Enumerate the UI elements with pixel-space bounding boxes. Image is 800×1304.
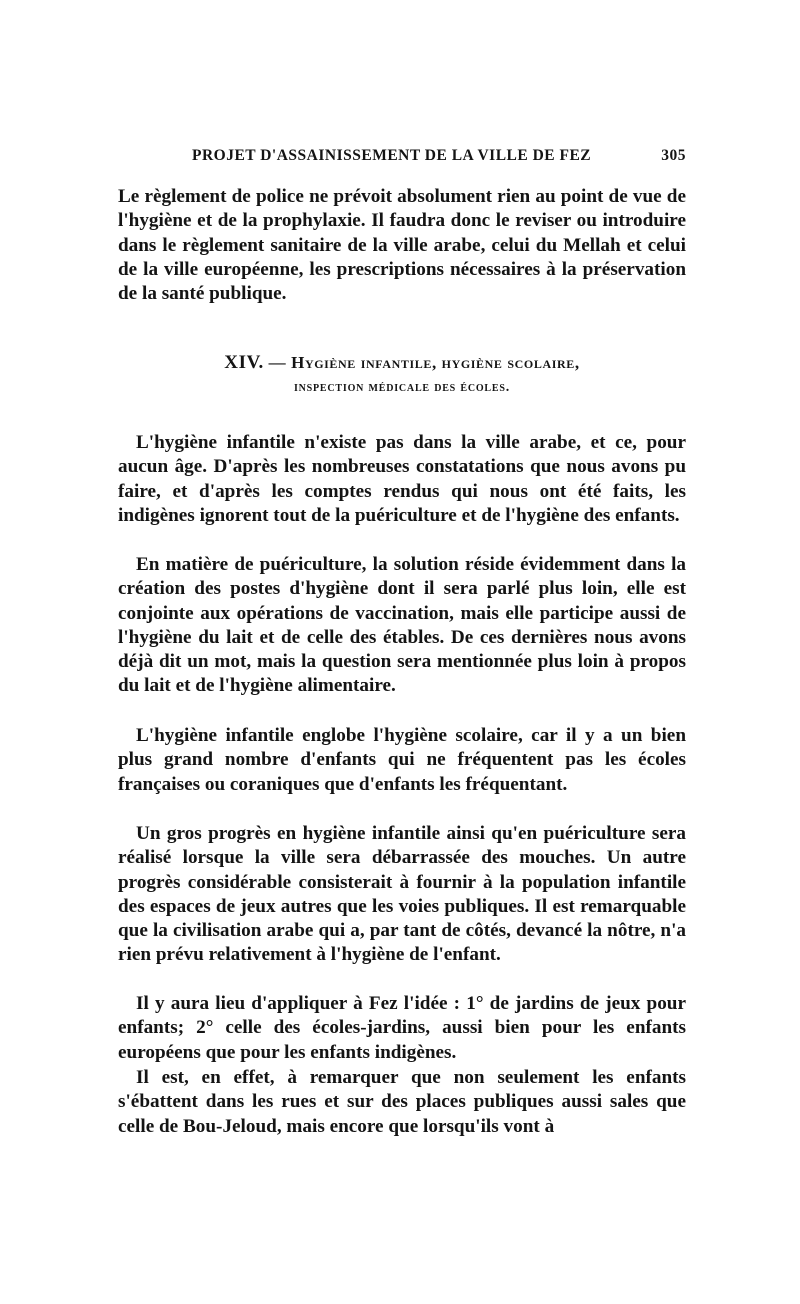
paragraph-progress: Un gros progrès en hygiène infantile ainsi qu'en puériculture sera réalisé lorsque la ville sera débarrassée des mouches. Un autre progrès considérable consisterait à fournir à la population infantile des espaces de jeux autres que les voies publiques. Il est remarquable que la civilisation arabe qui a, par tant de côtés, devancé la nôtre, n'a rien prévu relativement à l'hygiène de l'enfant. [118,823,686,966]
section-title-line2: inspection médicale des écoles. [293,380,511,395]
section-dash: — [268,353,287,372]
opening-paragraph: Le règlement de police ne prévoit absolument rien au point de vue de l'hygiène et de la prophylaxie. Il faudra donc le reviser ou introduire dans le règlement sanitaire de la ville arabe, celui du Mellah et celui de la ville européenne, les prescriptions nécessaires à la préservation de la santé publique. [118,186,686,305]
section-heading [118,352,686,374]
paragraph-school-hygiene: L'hygiène infantile englobe l'hygiène scolaire, car il y a un bien plus grand nombre d'enfants qui ne fréquentent pas les écoles françaises ou coraniques que d'enfants les fréquentant. [118,725,686,795]
section-title-line1: Hygiène infantile, hygiène scolaire, [291,353,580,372]
paragraph-gardens: Il y aura lieu d'appliquer à Fez l'idée : 1° de jardins de jeux pour enfants; 2° celle des écoles-jardins, aussi bien pour les enfants européens que pour les enfants indigènes. [118,993,686,1063]
section-numeral: XIV. [224,352,264,373]
running-title: PROJET D'ASSAINISSEMENT DE LA VILLE DE FEZ [192,147,592,164]
paragraph-puericulture: En matière de puériculture, la solution réside évidemment dans la création des postes d'hygiène dont il sera parlé plus loin, elle est conjointe aux opérations de vaccination, mais elle participe aussi de l'hygiène du lait et de celle des étables. De ces dernières nous avons déjà dit un mot, mais la question sera mentionnée plus loin à propos du lait et de l'hygiène alimentaire. [118,554,686,697]
paragraph-infant-hygiene: L'hygiène infantile n'existe pas dans la ville arabe, et ce, pour aucun âge. D'après les nombreuses constatations que nous avons pu faire, et d'après les comptes rendus qui nous ont été faits, les indigènes ignorent tout de la puériculture et de l'hygiène des enfants. [118,432,686,526]
page-number: 305 [661,147,686,164]
paragraph-streets: Il est, en effet, à remarquer que non seulement les enfants s'ébattent dans les rues et sur des places publiques aussi sales que celle de Bou-Jeloud, mais encore que lorsqu'ils vont à [118,1067,686,1137]
